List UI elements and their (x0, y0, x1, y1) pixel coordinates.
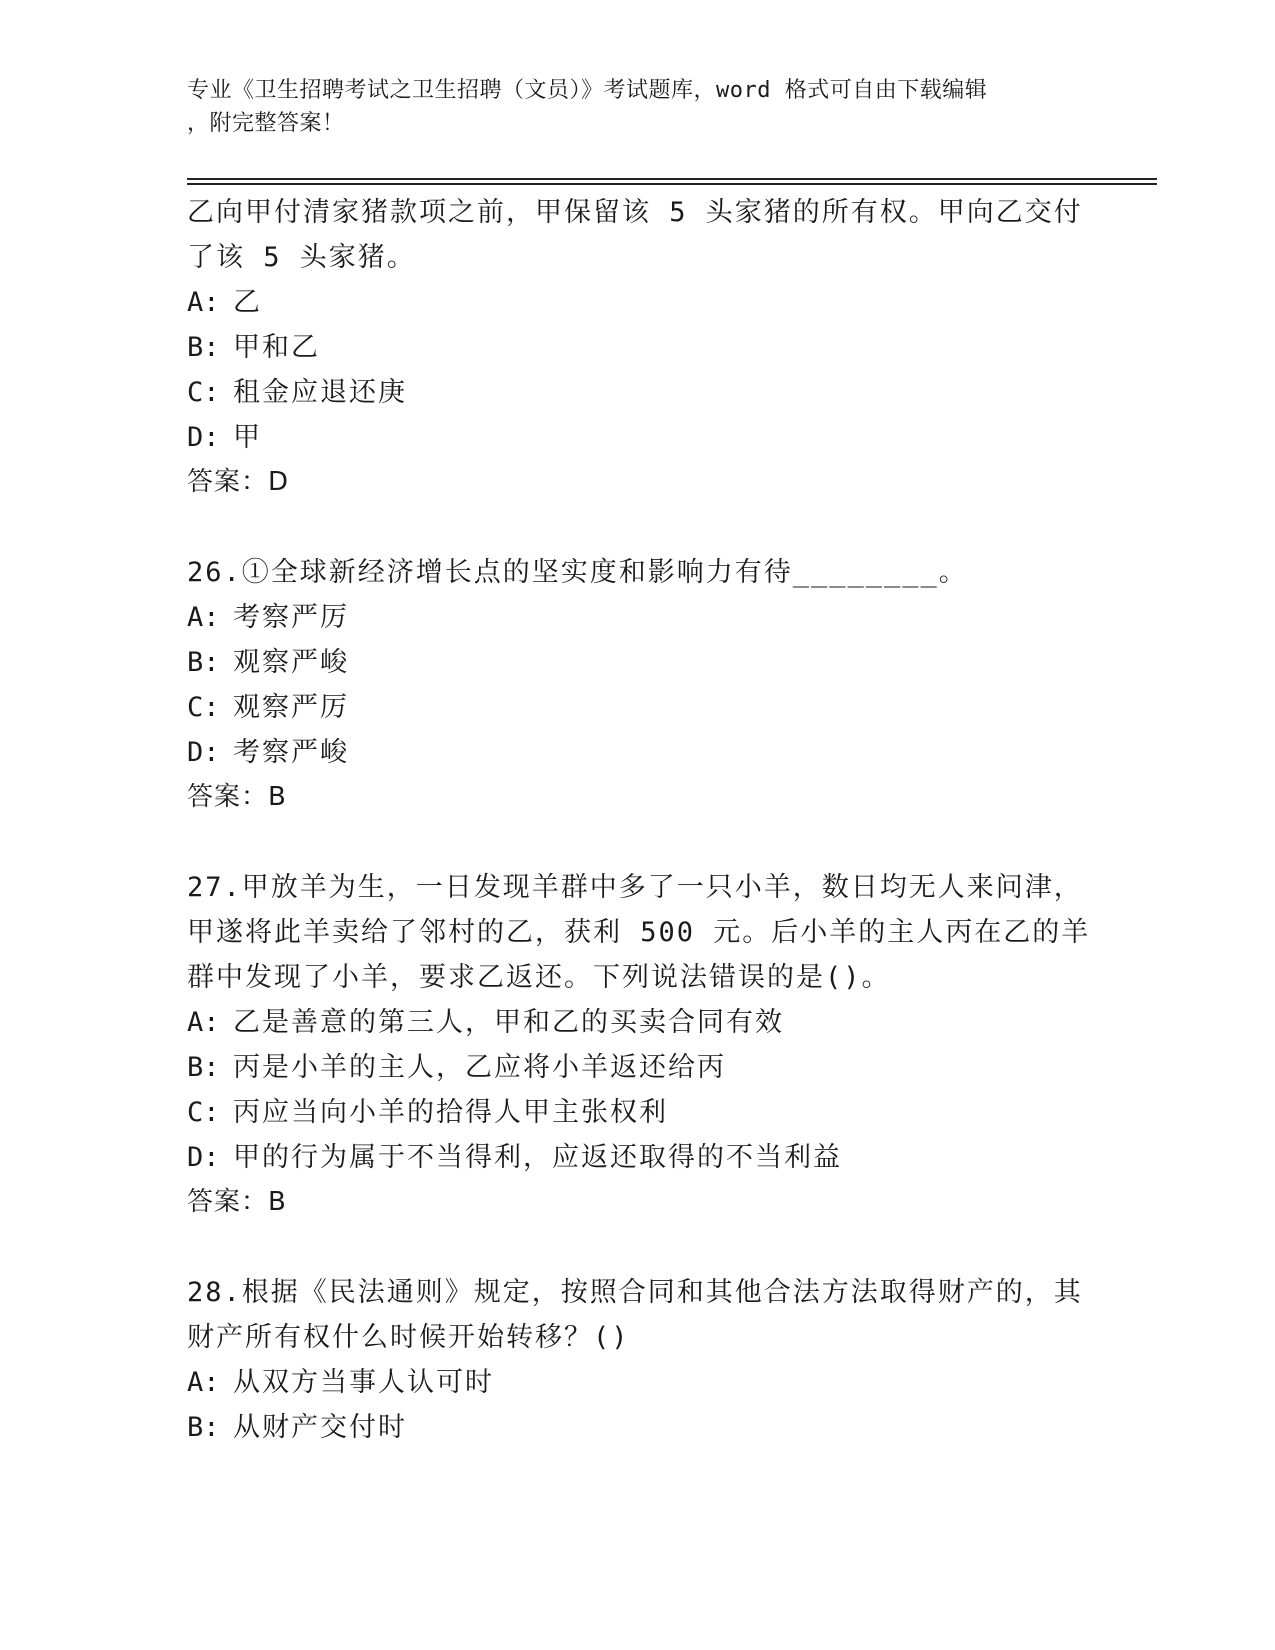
option-label: C: (187, 692, 220, 723)
option-c (187, 685, 1087, 730)
question-text-line: 28.根据《民法通则》规定，按照合同和其他合法方法取得财产的，其 (187, 1277, 1083, 1308)
option-d (187, 415, 1087, 460)
option-text: 乙 (233, 287, 262, 318)
option-text: 从双方当事人认可时 (233, 1367, 494, 1398)
option-d (187, 730, 1087, 775)
option-text: 考察严厉 (233, 602, 349, 633)
question-text-line: 27.甲放羊为生，一日发现羊群中多了一只小羊，数日均无人来问津， (187, 872, 1083, 903)
option-label: B: (187, 647, 220, 678)
question-block-28 (187, 1270, 1087, 1450)
option-b (187, 640, 1087, 685)
option-text: 从财产交付时 (233, 1412, 407, 1443)
option-a (187, 595, 1087, 640)
option-text: 丙是小羊的主人，乙应将小羊返还给丙 (233, 1052, 726, 1083)
option-a (187, 280, 1087, 325)
option-a (187, 1000, 1087, 1045)
header-divider-bottom (187, 183, 1157, 185)
option-label: A: (187, 287, 220, 318)
option-d (187, 1135, 1087, 1180)
option-label: C: (187, 1097, 220, 1128)
option-b (187, 1405, 1087, 1450)
option-b (187, 1045, 1087, 1090)
document-header (187, 74, 1067, 140)
answer-line: 答案：B (187, 1187, 287, 1217)
option-text: 考察严峻 (233, 737, 349, 768)
option-c (187, 370, 1087, 415)
option-label: A: (187, 602, 220, 633)
option-text: 观察严厉 (233, 692, 349, 723)
header-line-1: 专业《卫生招聘考试之卫生招聘（文员）》考试题库，word 格式可自由下载编辑 (187, 78, 988, 103)
option-label: A: (187, 1007, 220, 1038)
answer-line: 答案：D (187, 467, 290, 497)
option-label: D: (187, 737, 220, 768)
question-list (187, 190, 1091, 1450)
option-text: 乙是善意的第三人，甲和乙的买卖合同有效 (233, 1007, 784, 1038)
option-b (187, 325, 1087, 370)
question-text-line: 了该 5 头家猪。 (187, 242, 416, 273)
option-text: 观察严峻 (233, 647, 349, 678)
question-text-line: 甲遂将此羊卖给了邻村的乙，获利 500 元。后小羊的主人丙在乙的羊 (187, 917, 1091, 948)
option-label: D: (187, 1142, 220, 1173)
option-text: 租金应退还庚 (233, 377, 407, 408)
option-text: 甲和乙 (233, 332, 320, 363)
header-divider-top (187, 178, 1157, 180)
option-label: B: (187, 1052, 220, 1083)
option-label: B: (187, 1412, 220, 1443)
option-text: 甲 (233, 422, 262, 453)
option-text: 丙应当向小羊的拾得人甲主张权利 (233, 1097, 668, 1128)
option-c (187, 1090, 1087, 1135)
option-label: D: (187, 422, 220, 453)
question-block-27 (187, 865, 1091, 1225)
question-text-line: 26.①全球新经济增长点的坚实度和影响力有待________。 (187, 557, 968, 588)
answer-line: 答案：B (187, 782, 287, 812)
question-block-26 (187, 550, 1087, 820)
question-text-line: 乙向甲付清家猪款项之前，甲保留该 5 头家猪的所有权。甲向乙交付 (187, 197, 1083, 228)
option-text: 甲的行为属于不当得利，应返还取得的不当利益 (233, 1142, 842, 1173)
question-text-line: 财产所有权什么时候开始转移？() (187, 1322, 630, 1353)
question-text-line: 群中发现了小羊，要求乙返还。下列说法错误的是()。 (187, 962, 891, 993)
option-a (187, 1360, 1087, 1405)
option-label: C: (187, 377, 220, 408)
header-line-2: ，附完整答案！ (187, 111, 345, 136)
option-label: B: (187, 332, 220, 363)
question-block-continued (187, 190, 1087, 505)
option-label: A: (187, 1367, 220, 1398)
